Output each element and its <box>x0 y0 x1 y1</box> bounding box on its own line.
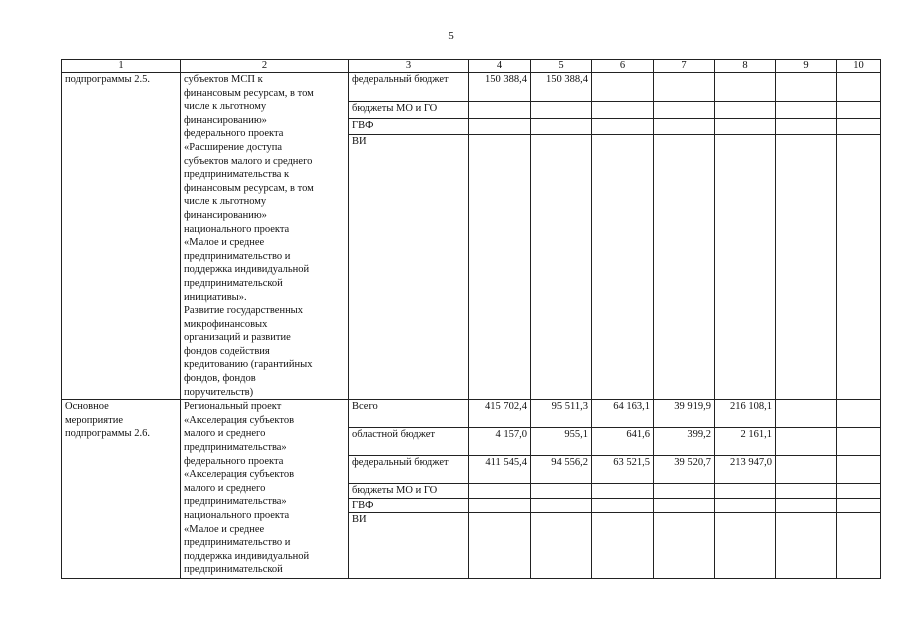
funding-source-cell: федеральный бюджет <box>349 456 469 484</box>
text-line: Региональный проект <box>184 401 282 413</box>
value-cell <box>592 484 654 499</box>
text-line: федерального проекта <box>184 128 284 140</box>
text-line: поддержка индивидуальной <box>184 550 310 562</box>
text-line: национального проекта <box>184 223 290 235</box>
value-cell <box>469 135 531 400</box>
value-cell <box>592 101 654 118</box>
value-cell <box>715 101 776 118</box>
text-line: Развитие государственных <box>184 305 303 317</box>
value-cell <box>592 73 654 102</box>
header-cell: 4 <box>469 60 531 73</box>
value-cell <box>776 513 837 579</box>
table-body <box>62 60 881 579</box>
project-description-cell <box>181 73 349 400</box>
value-cell <box>776 118 837 135</box>
value-cell <box>654 73 715 102</box>
text-line: предпринимательства» <box>184 496 287 508</box>
program-cell <box>62 400 181 579</box>
value-cell <box>469 101 531 118</box>
value-cell <box>715 73 776 102</box>
text-line: финансированию» <box>184 209 267 221</box>
header-row <box>62 60 881 73</box>
text-line: мероприятие <box>65 414 123 426</box>
header-cell: 3 <box>349 60 469 73</box>
value-cell <box>776 400 837 428</box>
value-cell <box>531 118 592 135</box>
value-cell <box>837 513 881 579</box>
text-line: фондов содействия <box>184 345 270 357</box>
value-cell <box>776 498 837 513</box>
value-cell <box>654 498 715 513</box>
value-cell <box>531 513 592 579</box>
text-line: «Акселерация субъектов <box>184 469 295 481</box>
value-cell <box>469 498 531 513</box>
project-description-cell <box>181 400 349 579</box>
value-cell <box>531 498 592 513</box>
text-line: федерального проекта <box>184 455 284 467</box>
value-cell: 213 947,0 <box>715 456 776 484</box>
text-line: финансовым ресурсам, в том <box>184 87 314 99</box>
text-line: предпринимательство и <box>184 537 291 549</box>
value-cell: 2 161,1 <box>715 428 776 456</box>
value-cell <box>715 135 776 400</box>
text-line: организаций и развитие <box>184 332 291 344</box>
value-cell: 39 520,7 <box>654 456 715 484</box>
funding-source-cell: ВИ <box>349 513 469 579</box>
funding-source-cell: ГВФ <box>349 118 469 135</box>
value-cell <box>592 135 654 400</box>
value-cell <box>654 118 715 135</box>
text-line: Основное <box>65 401 109 413</box>
header-cell: 9 <box>776 60 837 73</box>
value-cell <box>837 135 881 400</box>
value-cell <box>776 484 837 499</box>
header-cell: 8 <box>715 60 776 73</box>
value-cell: 64 163,1 <box>592 400 654 428</box>
text-line: предпринимательской <box>184 277 283 289</box>
text-line: «Малое и среднее <box>184 237 265 249</box>
value-cell <box>469 118 531 135</box>
value-cell: 63 521,5 <box>592 456 654 484</box>
text-line: микрофинансовых <box>184 318 268 330</box>
value-cell: 150 388,4 <box>531 73 592 102</box>
text-line: финансированию» <box>184 114 267 126</box>
text-line: предпринимательства» <box>184 442 287 454</box>
text-line: предпринимательство и <box>184 250 291 262</box>
text-line: субъектов малого и среднего <box>184 155 313 167</box>
text-line: предпринимательства к <box>184 169 290 181</box>
header-cell: 1 <box>62 60 181 73</box>
value-cell <box>531 484 592 499</box>
value-cell <box>469 513 531 579</box>
value-cell: 641,6 <box>592 428 654 456</box>
value-cell <box>776 135 837 400</box>
funding-source-cell: ВИ <box>349 135 469 400</box>
funding-source-cell: бюджеты МО и ГО <box>349 101 469 118</box>
value-cell: 399,2 <box>654 428 715 456</box>
table-row <box>62 73 881 102</box>
value-cell <box>837 456 881 484</box>
text-line: «Малое и среднее <box>184 523 265 535</box>
text-line: субъектов МСП к <box>184 74 263 85</box>
text-line: малого и среднего <box>184 482 266 494</box>
header-cell: 5 <box>531 60 592 73</box>
value-cell <box>837 73 881 102</box>
header-cell: 10 <box>837 60 881 73</box>
value-cell <box>837 101 881 118</box>
funding-source-cell: ГВФ <box>349 498 469 513</box>
funding-table <box>61 59 881 579</box>
value-cell: 411 545,4 <box>469 456 531 484</box>
value-cell: 415 702,4 <box>469 400 531 428</box>
value-cell <box>837 498 881 513</box>
text-line: фондов, фондов <box>184 373 256 385</box>
value-cell <box>592 498 654 513</box>
value-cell: 39 919,9 <box>654 400 715 428</box>
value-cell <box>776 101 837 118</box>
value-cell <box>776 73 837 102</box>
value-cell <box>715 484 776 499</box>
text-line: «Акселерация субъектов <box>184 414 295 426</box>
text-line: поручительств) <box>184 386 254 398</box>
text-line: поддержка индивидуальной <box>184 264 310 276</box>
value-cell <box>592 118 654 135</box>
text-line: числе к льготному <box>184 101 267 113</box>
value-cell <box>837 400 881 428</box>
funding-source-cell: Всего <box>349 400 469 428</box>
value-cell <box>654 513 715 579</box>
value-cell <box>531 101 592 118</box>
funding-source-cell: бюджеты МО и ГО <box>349 484 469 499</box>
value-cell <box>837 118 881 135</box>
page-number: 5 <box>448 30 454 42</box>
header-cell: 7 <box>654 60 715 73</box>
value-cell <box>654 135 715 400</box>
text-line: подпрограммы 2.6. <box>65 428 150 440</box>
value-cell <box>654 101 715 118</box>
value-cell <box>715 118 776 135</box>
value-cell: 216 108,1 <box>715 400 776 428</box>
funding-source-cell: областной бюджет <box>349 428 469 456</box>
value-cell: 94 556,2 <box>531 456 592 484</box>
text-line: национального проекта <box>184 510 290 521</box>
table-row <box>62 400 881 428</box>
text-line: «Расширение доступа <box>184 141 283 153</box>
text-line: кредитованию (гарантийных <box>184 359 313 371</box>
program-cell: подпрограммы 2.5. <box>62 73 181 400</box>
value-cell: 955,1 <box>531 428 592 456</box>
header-cell: 2 <box>181 60 349 73</box>
value-cell <box>469 484 531 499</box>
text-line: предпринимательской <box>184 564 283 576</box>
value-cell <box>592 513 654 579</box>
value-cell <box>776 428 837 456</box>
value-cell <box>531 135 592 400</box>
header-cell: 6 <box>592 60 654 73</box>
value-cell <box>715 513 776 579</box>
value-cell: 95 511,3 <box>531 400 592 428</box>
value-cell: 150 388,4 <box>469 73 531 102</box>
value-cell <box>715 498 776 513</box>
value-cell <box>837 484 881 499</box>
text-line: числе к льготному <box>184 196 267 208</box>
value-cell <box>654 484 715 499</box>
text-line: малого и среднего <box>184 428 266 440</box>
text-line: инициативы». <box>184 291 247 303</box>
value-cell: 4 157,0 <box>469 428 531 456</box>
value-cell <box>837 428 881 456</box>
value-cell <box>776 456 837 484</box>
funding-source-cell: федеральный бюджет <box>349 73 469 102</box>
text-line: финансовым ресурсам, в том <box>184 182 314 194</box>
